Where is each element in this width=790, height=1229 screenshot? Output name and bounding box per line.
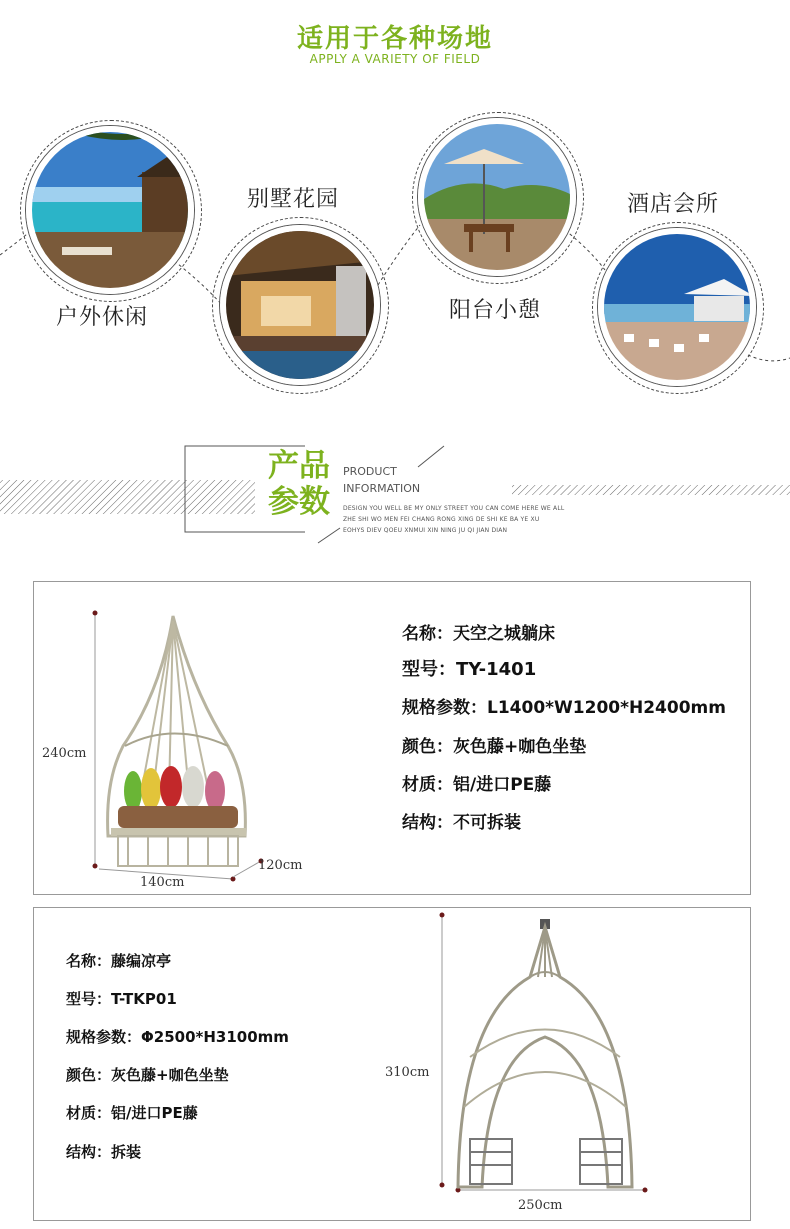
product-model: 型号：T-TKP01 — [66, 990, 177, 1008]
product-image-pavilion — [430, 907, 750, 1219]
venue-label: 别墅花园 — [247, 187, 340, 212]
dimension-width: 250cm — [518, 1198, 563, 1213]
product-name: 名称：天空之城躺床 — [402, 624, 555, 644]
dimension-height: 310cm — [385, 1065, 430, 1080]
product-structure: 结构：拆装 — [66, 1143, 142, 1161]
params-small-text: DESIGN YOU WELL BE MY ONLY STREET YOU CAN COME HERE WE ALL — [343, 505, 565, 512]
product-name: 名称：藤编凉亭 — [66, 952, 172, 970]
section-title: 适用于各种场地 — [296, 24, 493, 54]
dimension-depth: 120cm — [258, 858, 303, 873]
product-material: 材质：铝/进口PE藤 — [402, 775, 552, 795]
product-material: 材质：铝/进口PE藤 — [66, 1104, 198, 1122]
params-subtitle: PRODUCT INFORMATION — [343, 465, 421, 495]
venue-label: 阳台小憩 — [449, 298, 542, 323]
venue-label: 户外休闲 — [56, 305, 149, 330]
venue-photo-pool — [26, 126, 194, 294]
params-small-text: ZHE SHI WO MEN FEI CHANG RONG XING DE SHI KE BA YE XU — [343, 516, 540, 523]
product-model: 型号：TY-1401 — [402, 659, 537, 680]
venue-photo-hotel — [598, 228, 756, 386]
product-color: 颜色：灰色藤+咖色坐垫 — [402, 737, 587, 757]
params-title: 产品 参数 — [268, 448, 330, 520]
product-image-bed — [33, 581, 363, 893]
product-color: 颜色：灰色藤+咖色坐垫 — [66, 1066, 229, 1084]
product-spec: 规格参数：Φ2500*H3100mm — [66, 1028, 289, 1046]
venue-photo-villa — [220, 225, 380, 385]
dimension-height: 240cm — [42, 746, 87, 761]
venue-label: 酒店会所 — [627, 192, 720, 217]
venue-photo-balcony — [418, 118, 576, 276]
params-small-text: EOHYS DIEV QOEU XNMUI XIN NING JU QI JIAN DIAN — [343, 527, 508, 534]
section-subtitle: APPLY A VARIETY OF FIELD — [309, 52, 481, 66]
dimension-width: 140cm — [140, 875, 185, 890]
product-structure: 结构：不可拆装 — [402, 813, 521, 833]
product-spec: 规格参数：L1400*W1200*H2400mm — [402, 698, 726, 718]
